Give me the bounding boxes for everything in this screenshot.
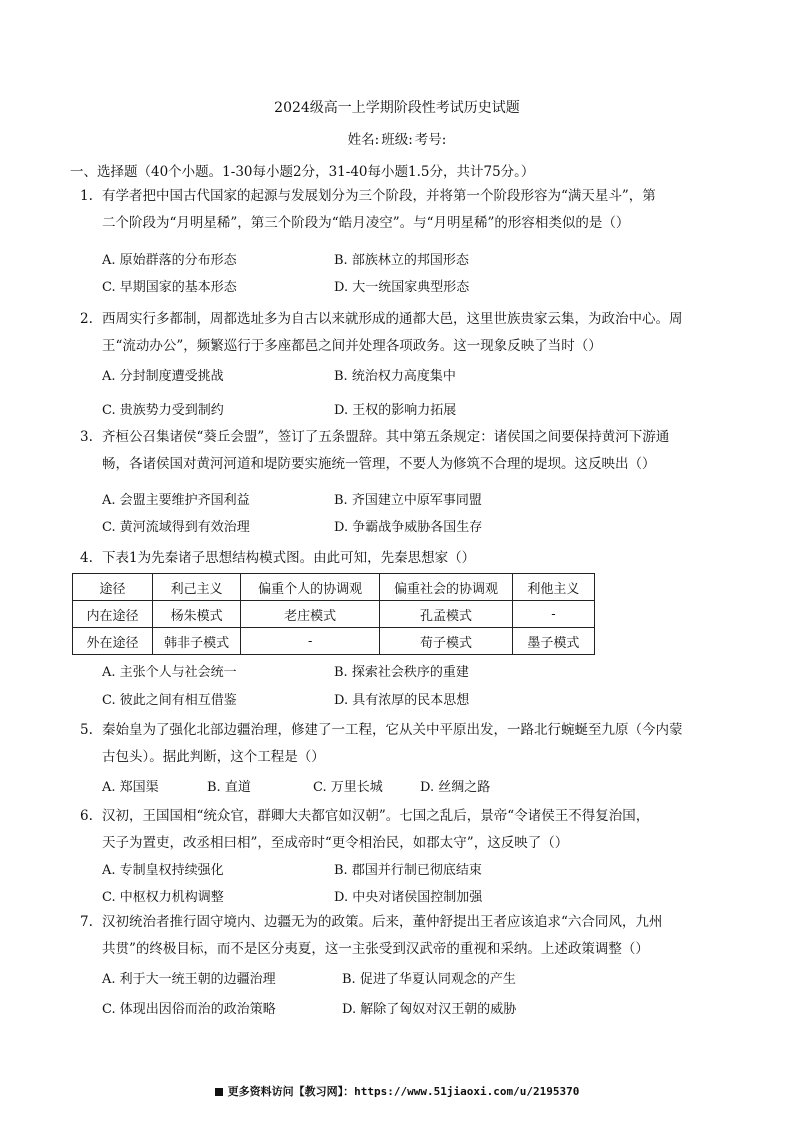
option-c: C. 中枢权力机构调整 <box>102 890 224 905</box>
question-6 <box>80 803 720 857</box>
footer-link[interactable]: 更多资料访问【教习网】：https://www.51jiaoxi.com/u/2195370 <box>227 1085 580 1098</box>
option-d: D. 具有浓厚的民本思想 <box>334 693 470 708</box>
option-b: B. 部族林立的邦国形态 <box>334 253 469 268</box>
question-text-continued: 王“流动办公”，频繁巡行于多座都邑之间并处理各项政务。这一现象反映了当时（） <box>102 338 602 354</box>
option-b: B. 郡国并行制已彻底结束 <box>334 863 482 878</box>
question-text: 齐桓公召集诸侯“葵丘会盟”，签订了五条盟辞。其中第五条规定：诸侯国之间要保持黄河下游通 <box>102 429 670 445</box>
class-field-label: 班级: <box>381 132 413 148</box>
option-a: A. 主张个人与社会统一 <box>102 665 237 680</box>
option-d: D. 争霸战争威胁各国生存 <box>334 520 483 535</box>
page-title: 2024级高一上学期阶段性考试历史试题 <box>274 100 520 116</box>
option-b: B. 统治权力高度集中 <box>334 369 456 384</box>
option-b: B. 探索社会秩序的重建 <box>334 665 469 680</box>
table-header-cell: 利己主义 <box>153 574 241 601</box>
option-c: C. 早期国家的基本形态 <box>102 280 237 295</box>
question-text: 秦始皇为了强化北部边疆治理，修建了一工程，它从关中平原出发，一路北行蜿蜒至九原（今内蒙 <box>102 722 683 738</box>
question-text-continued: 共贯”的终极目标，而不是区分夷夏，这一主张受到汉武帝的重视和采纳。上述政策调整（） <box>102 941 649 957</box>
option-a: A. 会盟主要维护齐国利益 <box>102 493 250 508</box>
question-text: 汉初统治者推行固守境内、边疆无为的政策。后来，董仲舒提出王者应该追求“六合同风，九州 <box>102 914 663 930</box>
table-cell: 韩非子模式 <box>153 628 241 655</box>
option-b: B. 促进了华夏认同观念的产生 <box>342 972 516 987</box>
option-d: D. 中央对诸侯国控制加强 <box>334 890 483 905</box>
section-heading: 一、选择题（40个小题。1-30每小题2分，31-40每小题1.5分，共计75分。） <box>70 164 535 180</box>
table-header-cell: 偏重个人的协调观 <box>241 574 380 601</box>
question-1 <box>80 183 720 237</box>
question-number: 5. <box>80 722 93 738</box>
question-text-continued: 古包头）。据此判断，这个工程是（） <box>102 749 325 765</box>
option-c: C. 黄河流域得到有效治理 <box>102 520 250 535</box>
question-number: 2. <box>80 311 93 327</box>
number-field-label: 考号: <box>414 132 447 148</box>
question-text-continued: 畅，各诸侯国对黄河河道和堤防要实施统一管理，不要人为修筑不合理的堤坝。这反映出（） <box>102 456 656 472</box>
student-info <box>0 128 794 148</box>
option-c: C. 体现出因俗而治的政治策略 <box>102 1002 276 1017</box>
option-d: D. 解除了匈奴对汉王朝的威胁 <box>342 1002 517 1017</box>
option-d: D. 大一统国家典型形态 <box>334 280 470 295</box>
table-cell: 老庄模式 <box>241 601 380 628</box>
table-cell: - <box>512 601 594 628</box>
flag-icon <box>215 1088 223 1096</box>
option-c: C. 万里长城 <box>313 780 383 795</box>
table-row <box>73 601 595 628</box>
option-a: A. 专制皇权持续强化 <box>102 863 224 878</box>
table-row <box>73 628 595 655</box>
question-5 <box>80 717 720 771</box>
question-number: 6. <box>80 808 93 824</box>
question-number: 4. <box>80 550 93 566</box>
question-text: 西周实行多都制，周都选址多为自古以来就形成的通都大邑，这里世族贵家云集，为政治中心。周 <box>102 311 683 327</box>
name-field-label: 姓名: <box>347 132 380 148</box>
table-cell: 杨朱模式 <box>153 601 241 628</box>
table-cell: 外在途径 <box>73 628 153 655</box>
option-a: A. 分封制度遭受挑战 <box>102 369 224 384</box>
question-3 <box>80 424 720 478</box>
table-cell: 孔孟模式 <box>380 601 513 628</box>
option-d: D. 丝绸之路 <box>420 780 491 795</box>
thought-structure-table <box>72 573 595 655</box>
table-header-cell: 利他主义 <box>512 574 594 601</box>
question-4 <box>80 545 720 572</box>
option-a: A. 原始群落的分布形态 <box>102 253 237 268</box>
option-d: D. 王权的影响力拓展 <box>334 403 457 418</box>
option-b: B. 直道 <box>207 780 251 795</box>
table-header-cell: 途径 <box>73 574 153 601</box>
question-text: 下表1为先秦诸子思想结构模式图。由此可知，先秦思想家（） <box>102 550 476 566</box>
table-cell: 荀子模式 <box>380 628 513 655</box>
question-7 <box>80 909 720 963</box>
question-text: 汉初，王国国相“统众官，群卿大夫都官如汉朝”。七国之乱后，景帝“令诸侯王不得复治国， <box>102 808 650 824</box>
question-number: 3. <box>80 429 93 445</box>
question-2 <box>80 306 720 360</box>
question-text-continued: 二个阶段为“月明星稀”，第三个阶段为“皓月凌空”。与“月明星稀”的形容相类似的是（） <box>102 215 630 231</box>
option-c: C. 彼此之间有相互借鉴 <box>102 693 237 708</box>
option-b: B. 齐国建立中原军事同盟 <box>334 493 482 508</box>
footer-banner <box>0 1083 794 1099</box>
question-text-continued: 天子为置吏，改丞相曰相”，至成帝时“更令相治民，如郡太守”，这反映了（） <box>102 835 569 851</box>
option-c: C. 贵族势力受到制约 <box>102 403 224 418</box>
table-cell: 内在途径 <box>73 601 153 628</box>
table-header-cell: 偏重社会的协调观 <box>380 574 513 601</box>
table-cell: - <box>241 628 380 655</box>
question-number: 1. <box>80 188 93 204</box>
option-a: A. 利于大一统王朝的边疆治理 <box>102 972 276 987</box>
option-a: A. 郑国渠 <box>102 780 159 795</box>
question-text: 有学者把中国古代国家的起源与发展划分为三个阶段，并将第一个阶段形容为“满天星斗”，第 <box>102 188 656 204</box>
question-number: 7. <box>80 914 93 930</box>
table-header-row <box>73 574 595 601</box>
table-cell: 墨子模式 <box>512 628 594 655</box>
